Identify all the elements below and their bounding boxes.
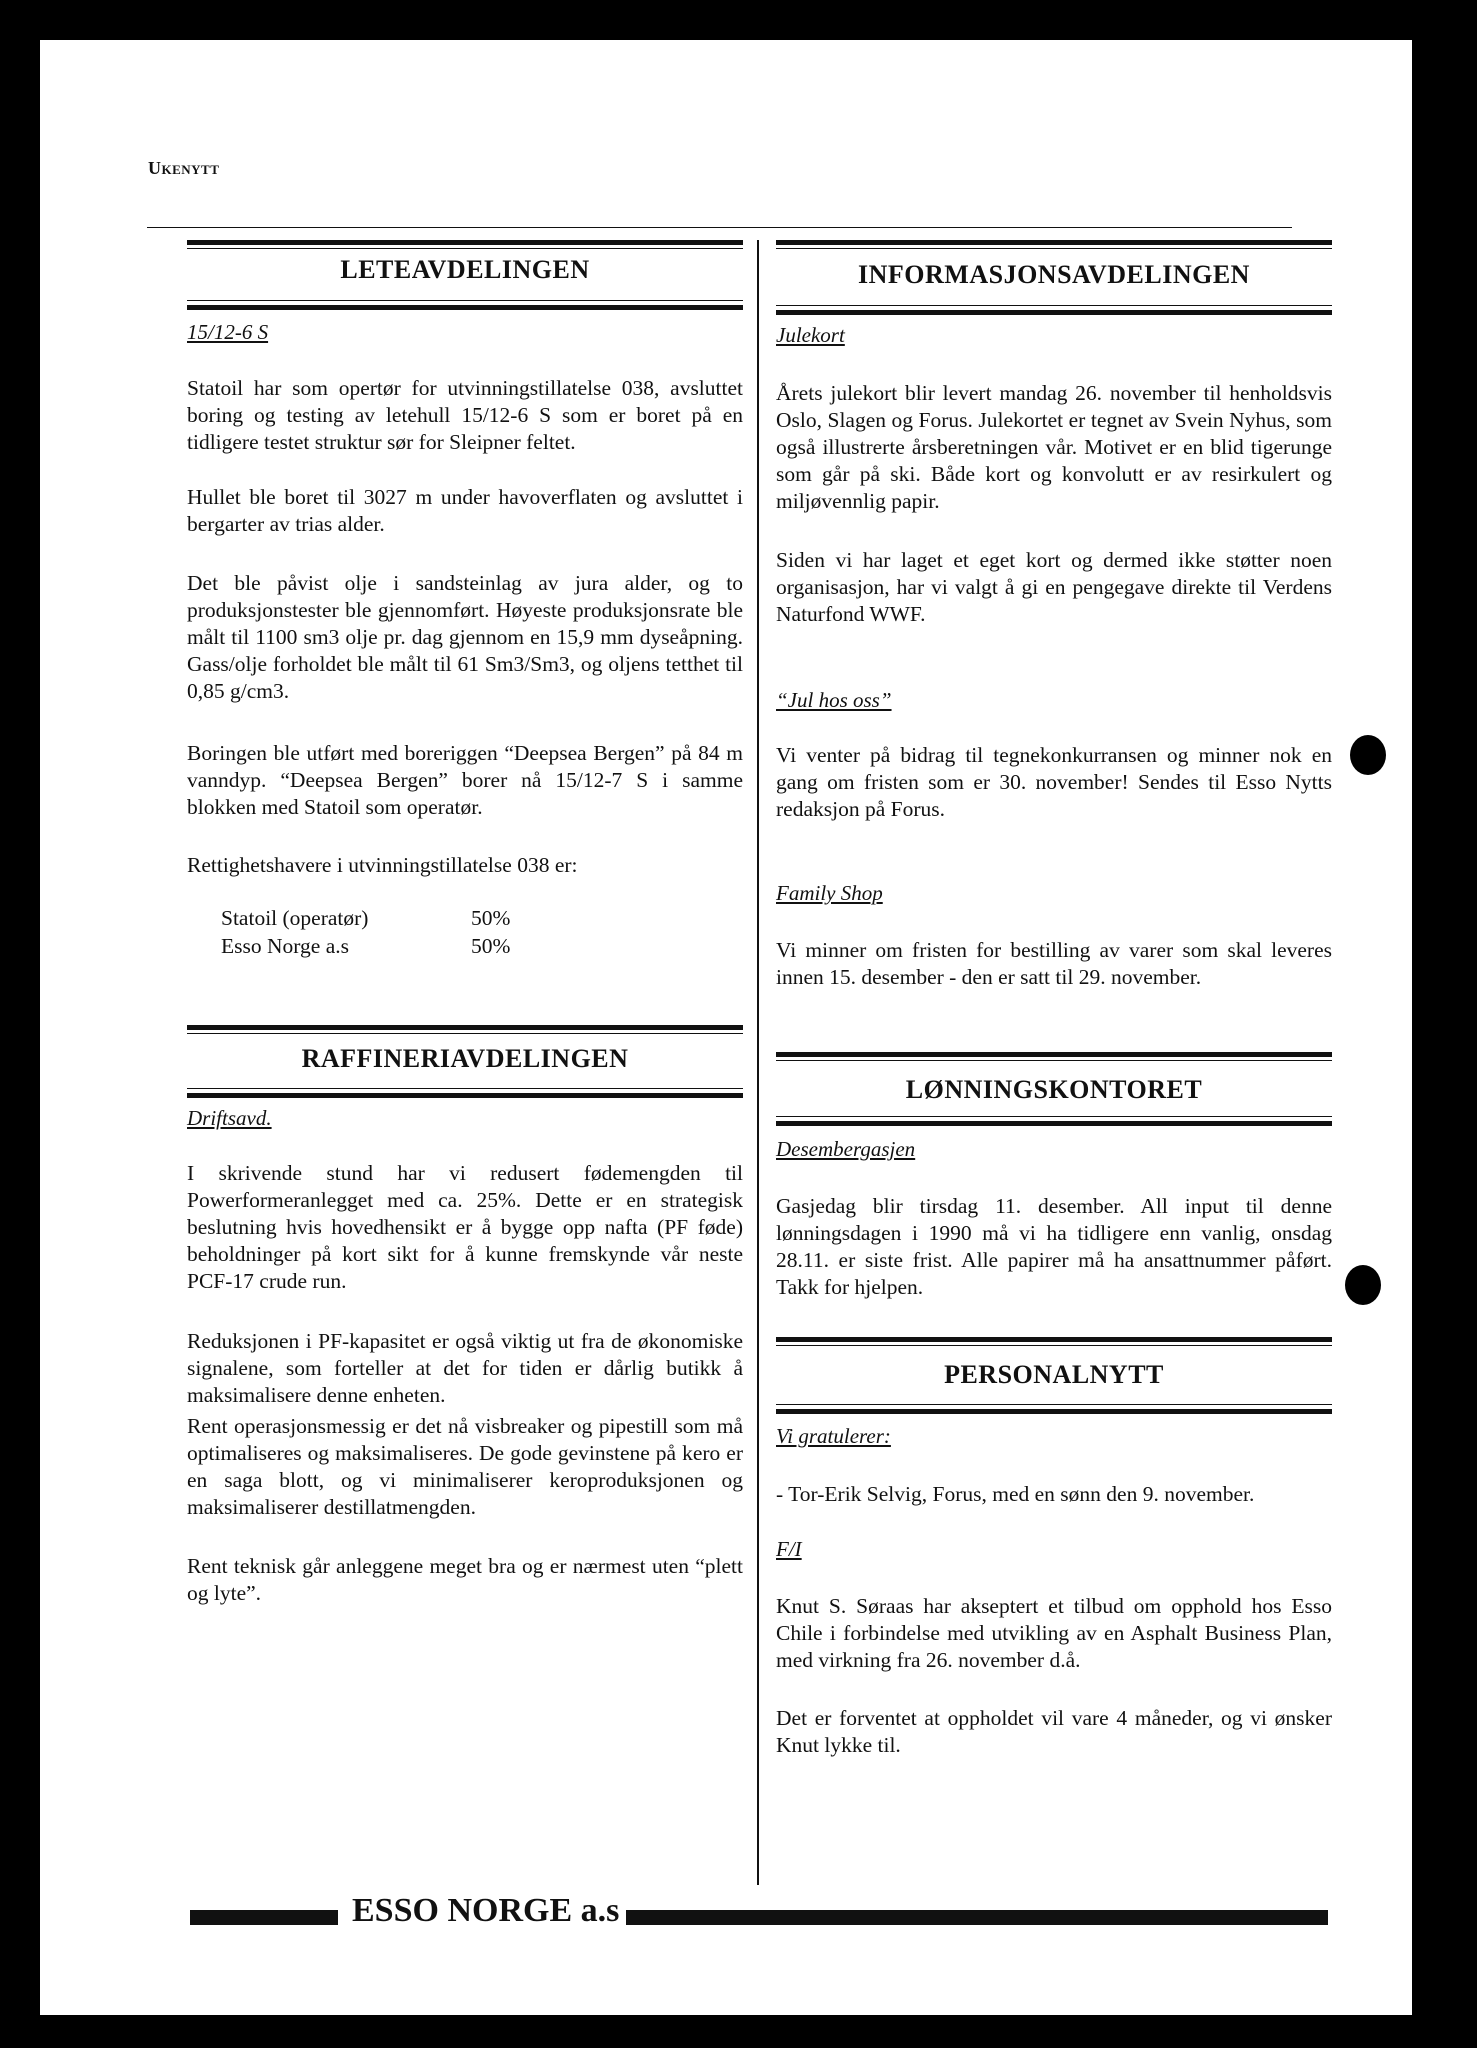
stakeholder-name: Statoil (operatør) bbox=[221, 906, 369, 930]
subhead-fi: F/I bbox=[776, 1537, 802, 1561]
section-rule-top bbox=[187, 1025, 743, 1030]
subhead-15-12-6s: 15/12-6 S bbox=[187, 320, 269, 344]
paragraph: Knut S. Søraas har akseptert et tilbud om opphold hos Esso Chile i forbindelse med utvikling av en Asphalt Business Plan, med virkning fra 26. november d.å. bbox=[776, 1594, 1332, 1672]
section-rule-top-thin bbox=[776, 1345, 1332, 1346]
section-heading-informasjonsavdelingen: INFORMASJONSAVDELINGEN bbox=[858, 260, 1250, 289]
paragraph: Hullet ble boret til 3027 m under havoverflaten og avsluttet i bergarter av trias alder. bbox=[187, 485, 743, 536]
section-rule-bottom bbox=[776, 1121, 1332, 1126]
section-rule-bottom bbox=[187, 1093, 743, 1098]
paragraph: Rent operasjonsmessig er det nå visbreaker og pipestill som må optimaliseres og maksimaliseres. De gode gevinstene på kero er en saga blott, og vi minimaliserer keroproduksjonen og maksimaliserer destillatmengden. bbox=[187, 1414, 743, 1519]
paragraph: Det er forventet at oppholdet vil vare 4 måneder, og vi ønsker Knut lykke til. bbox=[776, 1706, 1332, 1757]
paragraph: Statoil har som opertør for utvinningstillatelse 038, avsluttet boring og testing av letehull 15/12-6 S som er boret på en tidligere testet struktur sør for Sleipner feltet. bbox=[187, 376, 743, 454]
section-rule-bottom-thin bbox=[776, 1116, 1332, 1117]
stakeholder-share: 50% bbox=[471, 934, 511, 958]
subhead-julekort: Julekort bbox=[776, 323, 845, 347]
section-rule-top bbox=[776, 240, 1332, 245]
paragraph: I skrivende stund har vi redusert fødemengden til Powerformeranlegget med ca. 25%. Dette er en strategisk beslutning hvis hovedhensikt er å bygge opp nafta (PF føde) beholdninger på kort sikt for å kunne fremskynde vår neste PCF-17 crude run. bbox=[187, 1161, 743, 1293]
section-rule-top-thin bbox=[187, 248, 743, 249]
binder-hole bbox=[1345, 1265, 1381, 1305]
subhead-vi-gratulerer: Vi gratulerer: bbox=[776, 1424, 891, 1448]
section-heading-lonningskontoret: LØNNINGSKONTORET bbox=[905, 1075, 1203, 1104]
section-rule-top bbox=[187, 240, 743, 245]
section-rule-top-thin bbox=[187, 1033, 743, 1034]
footer-bar-right bbox=[626, 1910, 1328, 1925]
section-rule-top-thin bbox=[776, 248, 1332, 249]
section-rule-bottom bbox=[776, 1409, 1332, 1414]
binder-hole bbox=[1350, 735, 1386, 775]
subhead-desembergasjen: Desembergasjen bbox=[776, 1137, 916, 1161]
paragraph: Gasjedag blir tirsdag 11. desember. All input til denne lønningsdagen i 1990 må vi ha tidligere enn vanlig, onsdag 28.11. er siste frist. Alle papirer må ha ansattnummer påført. Takk for hjelpen. bbox=[776, 1194, 1332, 1299]
paragraph: Vi minner om fristen for bestilling av varer som skal leveres innen 15. desember - den er satt til 29. november. bbox=[776, 938, 1332, 989]
subhead-family-shop: Family Shop bbox=[776, 881, 883, 905]
section-rule-bottom bbox=[187, 305, 743, 310]
paragraph: Vi venter på bidrag til tegnekonkurransen og minner nok en gang om fristen som er 30. november! Sendes til Esso Nytts redaksjon på Forus. bbox=[776, 743, 1332, 821]
section-heading-leteavdelingen: LETEAVDELINGEN bbox=[340, 255, 590, 284]
subhead-driftsavd: Driftsavd. bbox=[187, 1106, 272, 1130]
footer-bar-left bbox=[190, 1910, 338, 1925]
paragraph: Det ble påvist olje i sandsteinlag av jura alder, og to produksjonstester ble gjennomført. Høyeste produksjonsrate ble målt til 1100 sm3 olje pr. dag gjennom en 15,9 mm dyseåpning. Gass/olje forholdet ble målt til 61 Sm3/Sm3, og oljens tetthet til 0,85 g/cm3. bbox=[187, 571, 743, 703]
paragraph: Siden vi har laget et eget kort og dermed ikke støtter noen organisasjon, har vi valgt å gi en pengegave direkte til Verdens Naturfond WWF. bbox=[776, 548, 1332, 626]
stakeholder-share: 50% bbox=[471, 906, 511, 930]
section-rule-top-thin bbox=[776, 1060, 1332, 1061]
header-rule bbox=[147, 227, 1292, 228]
paragraph: - Tor-Erik Selvig, Forus, med en sønn den 9. november. bbox=[776, 1482, 1255, 1506]
paragraph: Årets julekort blir levert mandag 26. november til henholdsvis Oslo, Slagen og Forus. Julekortet er tegnet av Svein Nyhus, som også illustrerte årsberetningen vår. Motivet er en blid tigerunge som går på ski. Både kort og konvolutt er av resirkulert og miljøvennlig papir. bbox=[776, 381, 1332, 513]
section-rule-bottom-thin bbox=[187, 1088, 743, 1089]
section-rule-bottom-thin bbox=[776, 1404, 1332, 1405]
section-rule-bottom bbox=[776, 310, 1332, 315]
paragraph: Rent teknisk går anleggene meget bra og er nærmest uten “plett og lyte”. bbox=[187, 1554, 743, 1605]
section-rule-bottom-thin bbox=[187, 300, 743, 301]
subhead-jul-hos-oss: “Jul hos oss” bbox=[776, 688, 892, 712]
stakeholder-name: Esso Norge a.s bbox=[221, 934, 349, 958]
paragraph: Reduksjonen i PF-kapasitet er også viktig ut fra de økonomiske signalene, som forteller at det for tiden er dårlig butikk å maksimalisere denne enheten. bbox=[187, 1329, 743, 1407]
running-head: Ukenytt bbox=[148, 158, 220, 178]
paragraph: Boringen ble utført med boreriggen “Deepsea Bergen” på 84 m vanndyp. “Deepsea Bergen” borer nå 15/12-7 S i samme blokken med Statoil som operatør. bbox=[187, 741, 743, 819]
paragraph: Rettighetshavere i utvinningstillatelse 038 er: bbox=[187, 853, 578, 877]
section-rule-top bbox=[776, 1052, 1332, 1057]
column-divider bbox=[757, 240, 759, 1885]
footer-publisher: ESSO NORGE a.s bbox=[352, 1892, 620, 1929]
section-rule-top bbox=[776, 1337, 1332, 1342]
section-heading-personalnytt: PERSONALNYTT bbox=[944, 1360, 1164, 1389]
section-heading-raffineriavdelingen: RAFFINERIAVDELINGEN bbox=[301, 1044, 629, 1073]
section-rule-bottom-thin bbox=[776, 305, 1332, 306]
